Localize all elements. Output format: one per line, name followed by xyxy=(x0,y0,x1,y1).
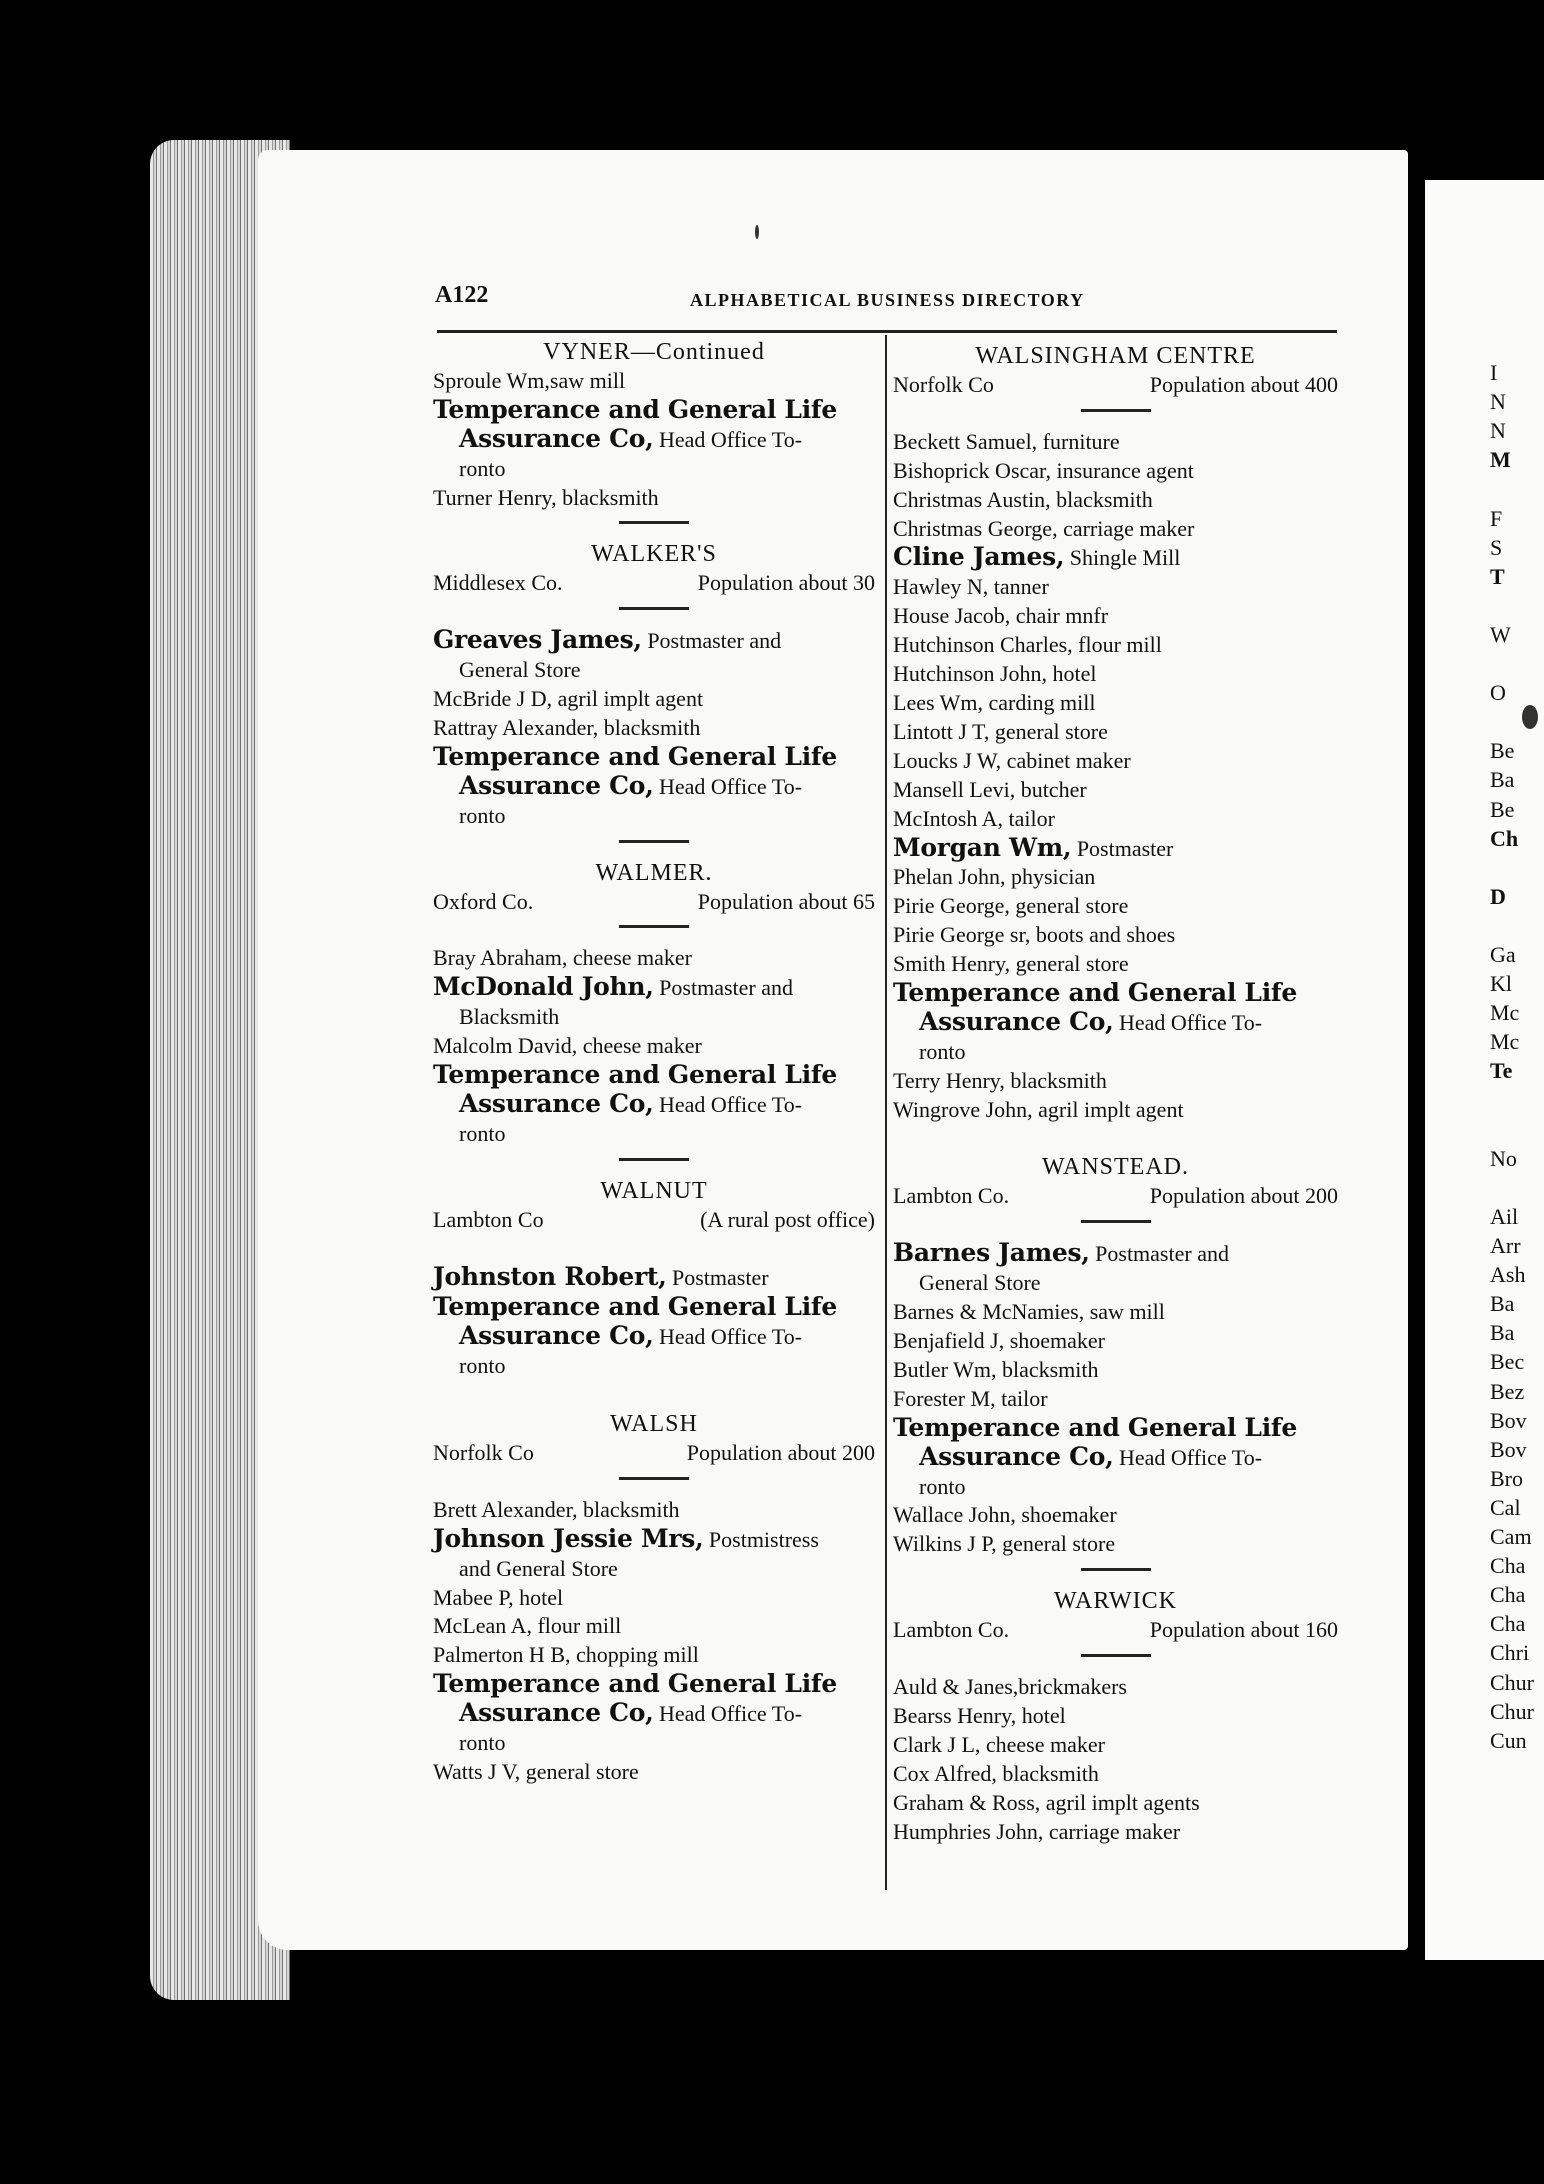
facing-page-text: Ail xyxy=(1490,1203,1519,1229)
county-population-line xyxy=(433,888,875,917)
place-heading: WALSH xyxy=(610,1410,698,1437)
section-rule xyxy=(619,521,689,524)
facing-page-text: Bov xyxy=(1490,1407,1527,1433)
directory-entry: Cox Alfred, blacksmith xyxy=(893,1760,1099,1786)
entry-name-bold: Assurance Co, xyxy=(459,1088,654,1118)
county-name: Lambton Co xyxy=(433,1206,544,1232)
directory-entry: Mansell Levi, butcher xyxy=(893,776,1087,802)
entry-name-bold: Johnson Jessie Mrs, xyxy=(433,1523,704,1553)
bold-entry: Temperance and General Life xyxy=(433,741,837,771)
directory-entry: Graham & Ross, agril implt agents xyxy=(893,1789,1200,1815)
county-population-line xyxy=(893,1182,1338,1211)
facing-page-text: N xyxy=(1490,418,1506,444)
section-rule xyxy=(1081,1654,1151,1657)
facing-page-text: Cha xyxy=(1490,1611,1526,1637)
facing-page-text: Ba xyxy=(1490,1291,1515,1317)
directory-entry: Bray Abraham, cheese maker xyxy=(433,945,692,971)
directory-entry: Barnes & McNamies, saw mill xyxy=(893,1299,1165,1325)
facing-page-text: Be xyxy=(1490,796,1515,822)
blank-line xyxy=(893,1125,1338,1154)
directory-entry xyxy=(893,543,1338,573)
directory-entry: Beckett Samuel, furniture xyxy=(893,428,1120,454)
directory-entry: Bishoprick Oscar, insurance agent xyxy=(893,457,1194,483)
county-name: Norfolk Co xyxy=(893,371,994,397)
bold-entry: Temperance and General Life xyxy=(433,1060,837,1090)
facing-page-text: Mc xyxy=(1490,1000,1520,1026)
entry-description: Postmaster xyxy=(666,1265,769,1291)
county-name: Lambton Co. xyxy=(893,1617,1010,1643)
section-rule xyxy=(1081,1220,1151,1223)
entry-continuation: ronto xyxy=(459,1730,506,1756)
entry-continuation xyxy=(433,425,875,455)
bold-entry: Temperance and General Life xyxy=(433,1292,837,1322)
section-rule xyxy=(619,925,689,928)
directory-entry: Christmas George, carriage maker xyxy=(893,515,1195,541)
entry-continuation: General Store xyxy=(459,657,581,683)
entry-name-bold: Johnston Robert, xyxy=(433,1262,667,1292)
county-population-line xyxy=(433,1206,875,1235)
entry-description: Postmaster and xyxy=(1089,1241,1229,1267)
blank-line xyxy=(433,1381,875,1410)
directory-entry: Palmerton H B, chopping mill xyxy=(433,1642,699,1668)
entry-continuation xyxy=(893,1008,1338,1038)
county-population-line xyxy=(433,569,875,598)
place-heading: WARWICK xyxy=(1054,1588,1177,1615)
facing-page-text: Ch xyxy=(1490,825,1519,851)
entry-description: Shingle Mill xyxy=(1064,545,1181,571)
entry-name-bold: Assurance Co, xyxy=(919,1006,1114,1036)
facing-page-text: S xyxy=(1490,534,1503,560)
facing-page-text: Be xyxy=(1490,738,1515,764)
ink-speck xyxy=(755,225,759,239)
directory-entry: Sproule Wm,saw mill xyxy=(433,367,626,393)
directory-entry xyxy=(893,834,1338,864)
directory-entry: Hutchinson John, hotel xyxy=(893,661,1097,687)
directory-entry: Butler Wm, blacksmith xyxy=(893,1356,1099,1382)
facing-page-text: Bec xyxy=(1490,1349,1525,1375)
entry-continuation: ronto xyxy=(459,1120,506,1146)
bold-entry: Temperance and General Life xyxy=(893,978,1297,1008)
entry-description: Head Office To- xyxy=(653,1091,803,1117)
facing-page-text: Ba xyxy=(1490,1320,1515,1346)
left-column xyxy=(433,338,875,1787)
entry-continuation: ronto xyxy=(459,455,506,481)
directory-entry: Pirie George, general store xyxy=(893,893,1129,919)
entry-continuation: ronto xyxy=(919,1038,966,1064)
entry-description: Postmaster and xyxy=(653,975,793,1001)
county-name: Lambton Co. xyxy=(893,1183,1010,1209)
facing-page-text: Chur xyxy=(1490,1698,1534,1724)
entry-continuation xyxy=(433,1322,875,1352)
directory-entry xyxy=(893,1239,1338,1269)
facing-page-text: I xyxy=(1490,360,1498,385)
header-rule xyxy=(437,330,1337,333)
entry-continuation xyxy=(433,1090,875,1120)
entry-name-bold: Assurance Co, xyxy=(459,1321,654,1351)
directory-entry: Phelan John, physician xyxy=(893,864,1096,890)
place-heading: WALSINGHAM CENTRE xyxy=(975,343,1256,369)
facing-page-text: Chri xyxy=(1490,1640,1530,1666)
directory-entry: McLean A, flour mill xyxy=(433,1613,622,1639)
place-heading: WANSTEAD. xyxy=(1042,1154,1189,1181)
section-rule xyxy=(1081,409,1151,412)
facing-page-text: Bov xyxy=(1490,1436,1527,1462)
entry-description: Postmistress xyxy=(703,1526,819,1552)
directory-entry: Wallace John, shoemaker xyxy=(893,1502,1117,1528)
county-name: Norfolk Co xyxy=(433,1439,534,1465)
directory-entry: Hawley N, tanner xyxy=(893,574,1049,600)
facing-page-text: Chur xyxy=(1490,1669,1534,1695)
column-divider xyxy=(885,335,887,1890)
entry-name-bold: Cline James, xyxy=(893,542,1065,572)
facing-page-text: Te xyxy=(1490,1058,1513,1084)
directory-entry: McIntosh A, tailor xyxy=(893,805,1055,831)
facing-page-text: D xyxy=(1490,883,1506,909)
facing-page-text: Kl xyxy=(1490,971,1512,997)
directory-entry xyxy=(433,1263,875,1293)
place-heading: WALNUT xyxy=(600,1177,708,1204)
directory-entry: Bearss Henry, hotel xyxy=(893,1702,1066,1728)
place-heading: WALKER'S xyxy=(591,541,717,568)
directory-entry: Benjafield J, shoemaker xyxy=(893,1327,1105,1353)
entry-description: Head Office To- xyxy=(653,1701,803,1727)
entry-name-bold: McDonald John, xyxy=(433,972,654,1002)
section-rule xyxy=(619,1477,689,1480)
entry-name-bold: Assurance Co, xyxy=(459,1698,654,1728)
facing-page-text: Cun xyxy=(1490,1727,1527,1753)
facing-page-text: Bez xyxy=(1490,1378,1525,1404)
county-population-line xyxy=(893,1616,1338,1645)
directory-entry: Pirie George sr, boots and shoes xyxy=(893,922,1176,948)
bold-entry: Temperance and General Life xyxy=(433,394,837,424)
directory-entry: Christmas Austin, blacksmith xyxy=(893,486,1153,512)
directory-entry: Watts J V, general store xyxy=(433,1758,639,1784)
entry-description: Head Office To- xyxy=(653,773,803,799)
facing-page-text: N xyxy=(1490,389,1506,415)
entry-name-bold: Assurance Co, xyxy=(919,1441,1114,1471)
section-rule xyxy=(619,840,689,843)
facing-page-text: Cam xyxy=(1490,1524,1532,1549)
facing-page-text: Bro xyxy=(1490,1465,1523,1491)
facing-page-text: F xyxy=(1490,505,1503,531)
facing-page-text: Ash xyxy=(1490,1262,1526,1288)
directory-entry: Malcolm David, cheese maker xyxy=(433,1033,702,1059)
directory-entry: Mabee P, hotel xyxy=(433,1584,564,1610)
facing-page-text: W xyxy=(1490,621,1511,647)
entry-continuation xyxy=(893,1443,1338,1473)
directory-entry: Rattray Alexander, blacksmith xyxy=(433,714,701,740)
population-note: (A rural post office) xyxy=(700,1206,875,1232)
entry-description: Head Office To- xyxy=(1113,1444,1263,1470)
directory-entry: Lintott J T, general store xyxy=(893,718,1108,744)
directory-entry: Auld & Janes,brickmakers xyxy=(893,1674,1127,1700)
entry-name-bold: Assurance Co, xyxy=(459,770,654,800)
bold-entry: Temperance and General Life xyxy=(433,1669,837,1699)
page-number: A122 xyxy=(435,282,489,308)
facing-page-text: Ba xyxy=(1490,767,1515,793)
directory-entry: Turner Henry, blacksmith xyxy=(433,484,659,510)
population-note: Population about 200 xyxy=(686,1439,875,1465)
directory-entry: Clark J L, cheese maker xyxy=(893,1731,1105,1757)
entry-continuation: General Store xyxy=(919,1270,1041,1296)
facing-page-text: Ga xyxy=(1490,942,1516,967)
entry-continuation xyxy=(433,772,875,802)
population-note: Population about 200 xyxy=(1149,1183,1338,1209)
section-rule xyxy=(619,607,689,610)
facing-page-text: O xyxy=(1490,680,1506,706)
directory-entry: Hutchinson Charles, flour mill xyxy=(893,632,1162,658)
entry-name-bold: Barnes James, xyxy=(893,1238,1090,1268)
directory-entry: Humphries John, carriage maker xyxy=(893,1818,1181,1844)
running-head: ALPHABETICAL BUSINESS DIRECTORY xyxy=(690,290,1085,310)
entry-name-bold: Greaves James, xyxy=(433,625,642,655)
directory-entry: Wilkins J P, general store xyxy=(893,1531,1116,1557)
entry-name-bold: Assurance Co, xyxy=(459,423,654,453)
facing-page-text: No xyxy=(1490,1145,1517,1171)
population-note: Population about 160 xyxy=(1149,1617,1338,1643)
entry-continuation: ronto xyxy=(459,802,506,828)
entry-continuation: ronto xyxy=(459,1353,506,1379)
directory-entry: Lees Wm, carding mill xyxy=(893,689,1096,715)
entry-continuation: and General Store xyxy=(459,1555,618,1581)
directory-entry xyxy=(433,626,875,656)
directory-entry: Smith Henry, general store xyxy=(893,951,1129,977)
place-heading: VYNER—Continued xyxy=(543,339,765,365)
county-population-line xyxy=(433,1439,875,1468)
county-name: Oxford Co. xyxy=(433,888,534,914)
directory-entry: Wingrove John, agril implt agent xyxy=(893,1096,1184,1122)
entry-continuation: Blacksmith xyxy=(459,1004,560,1030)
directory-entry: Terry Henry, blacksmith xyxy=(893,1067,1107,1093)
ink-speck xyxy=(1522,705,1538,729)
entry-description: Postmaster and xyxy=(641,628,782,654)
facing-page-text: Arr xyxy=(1490,1233,1521,1258)
facing-page-text: Cal xyxy=(1490,1494,1521,1520)
entry-name-bold: Morgan Wm, xyxy=(893,832,1072,862)
bold-entry: Temperance and General Life xyxy=(893,1412,1297,1442)
directory-entry: Loucks J W, cabinet maker xyxy=(893,747,1131,773)
facing-page-text: Mc xyxy=(1490,1029,1520,1055)
directory-entry xyxy=(433,1525,875,1555)
population-note: Population about 65 xyxy=(697,888,875,914)
county-population-line xyxy=(893,371,1338,400)
entry-description: Head Office To- xyxy=(653,426,803,452)
place-heading: WALMER. xyxy=(595,859,713,886)
section-rule xyxy=(1081,1568,1151,1571)
entry-description: Postmaster xyxy=(1071,835,1174,861)
county-name: Middlesex Co. xyxy=(433,570,563,596)
entry-description: Head Office To- xyxy=(653,1324,803,1350)
directory-entry: McBride J D, agril implt agent xyxy=(433,686,704,712)
entry-description: Head Office To- xyxy=(1113,1009,1263,1035)
section-rule xyxy=(619,1158,689,1161)
entry-continuation: ronto xyxy=(919,1473,966,1499)
directory-entry: Brett Alexander, blacksmith xyxy=(433,1496,680,1522)
facing-page-text: M xyxy=(1490,447,1511,473)
right-column xyxy=(893,342,1338,1846)
entry-continuation xyxy=(433,1699,875,1729)
blank-line xyxy=(433,1235,875,1264)
directory-entry: House Jacob, chair mnfr xyxy=(893,603,1109,629)
facing-page-text: T xyxy=(1490,563,1505,589)
directory-entry xyxy=(433,973,875,1003)
directory-entry: Forester M, tailor xyxy=(893,1385,1048,1411)
population-note: Population about 400 xyxy=(1149,371,1338,397)
facing-page-text: Cha xyxy=(1490,1582,1526,1608)
facing-page-text: Cha xyxy=(1490,1553,1526,1579)
population-note: Population about 30 xyxy=(697,570,875,596)
